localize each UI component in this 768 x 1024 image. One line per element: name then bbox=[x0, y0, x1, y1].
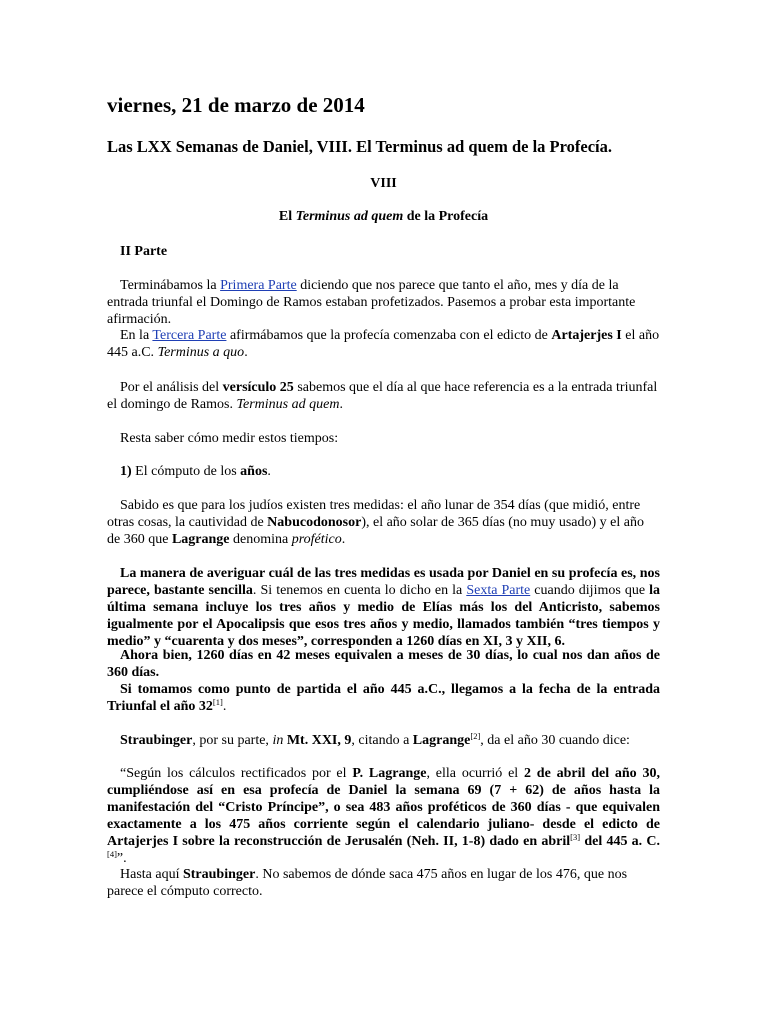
paragraph-2: En la Tercera Parte afirmábamos que la profecía comenzaba con el edicto de Artajerjes I el año 445 a.C. Terminus a quo. bbox=[107, 328, 660, 360]
post-title: Las LXX Semanas de Daniel, VIII. El Terminus ad quem de la Profecía. bbox=[107, 137, 612, 156]
paragraph-9: Si tomamos como punto de partida el año 445 a.C., llegamos a la fecha de la entrada Triunfal el año 32[1]. bbox=[107, 682, 660, 714]
date-header: viernes, 21 de marzo de 2014 bbox=[107, 93, 365, 117]
link-sexta-parte[interactable]: Sexta Parte bbox=[466, 583, 531, 598]
paragraph-11-quote: “Según los cálculos rectificados por el P. Lagrange, ella ocurrió el 2 de abril del año 30, cumpliéndose así en esa profecía de Daniel la semana 69 (7 + 62) de años hasta la manifestación del “Cristo Príncipe”, o sea 483 años proféticos de 360 días - que equivalen exactamente a los 475 años corriente según el calendario juliano- desde el edicto de Artajerjes I sobre la reconstrucción de Jerusalén (Neh. II, 1-8) dado en abril[3] del 445 a. C.[4]”. bbox=[107, 766, 661, 866]
paragraph-8: Ahora bien, 1260 días en 42 meses equivalen a meses de 30 días, lo cual nos dan años de 360 días. bbox=[107, 648, 660, 680]
footnote-ref-3[interactable]: [3] bbox=[570, 832, 581, 842]
paragraph-12: Hasta aquí Straubinger. No sabemos de dónde saca 475 años en lugar de los 476, que nos parece el cómputo correcto. bbox=[107, 867, 628, 899]
paragraph-3: Por el análisis del versículo 25 sabemos que el día al que hace referencia es a la entrada triunfal el domingo de Ramos. Terminus ad quem. bbox=[107, 380, 658, 412]
footnote-ref-1[interactable]: [1] bbox=[212, 697, 223, 707]
roman-heading: VIII bbox=[370, 176, 397, 191]
section-subheading: El Terminus ad quem de la Profecía bbox=[278, 209, 489, 224]
footnote-ref-2[interactable]: [2] bbox=[470, 731, 481, 741]
link-tercera-parte[interactable]: Tercera Parte bbox=[152, 328, 227, 343]
footnote-ref-4[interactable]: [4] bbox=[107, 849, 117, 859]
paragraph-10: Straubinger, por su parte, in Mt. XXI, 9, citando a Lagrange[2], da el año 30 cuando dice: bbox=[120, 731, 630, 748]
paragraph-6: Sabido es que para los judíos existen tres medidas: el año lunar de 354 días (que midió, entre otras cosas, la cautividad de Nabucodonosor), el año solar de 365 días (no muy usado) y el año de 360 que Lagrange denomina profético. bbox=[107, 498, 644, 547]
paragraph-7: La manera de averiguar cuál de las tres medidas es usada por Daniel en su profecía es, nos parece, bastante sencilla. Si tenemos en cuenta lo dicho en la Sexta Parte cuando dijimos que la última semana incluye los tres años y medio de Elías más los del Anticristo, sabemos igualmente por el Apocalipsis que esos tres años y medio, llamados también “tres tiempos y medio” y “cuarenta y dos meses”, corresponden a 1260 días en XI, 3 y XII, 6. bbox=[107, 566, 661, 649]
paragraph-4: Resta saber cómo medir estos tiempos: bbox=[120, 431, 339, 446]
paragraph-5: 1) El cómputo de los años. bbox=[120, 464, 271, 479]
part-label: II Parte bbox=[120, 244, 168, 259]
paragraph-1: Terminábamos la Primera Parte diciendo que nos parece que tanto el año, mes y día de la entrada triunfal el Domingo de Ramos estaban profetizados. Pasemos a probar esta importante afirmación. bbox=[107, 278, 636, 327]
link-primera-parte[interactable]: Primera Parte bbox=[220, 278, 297, 293]
